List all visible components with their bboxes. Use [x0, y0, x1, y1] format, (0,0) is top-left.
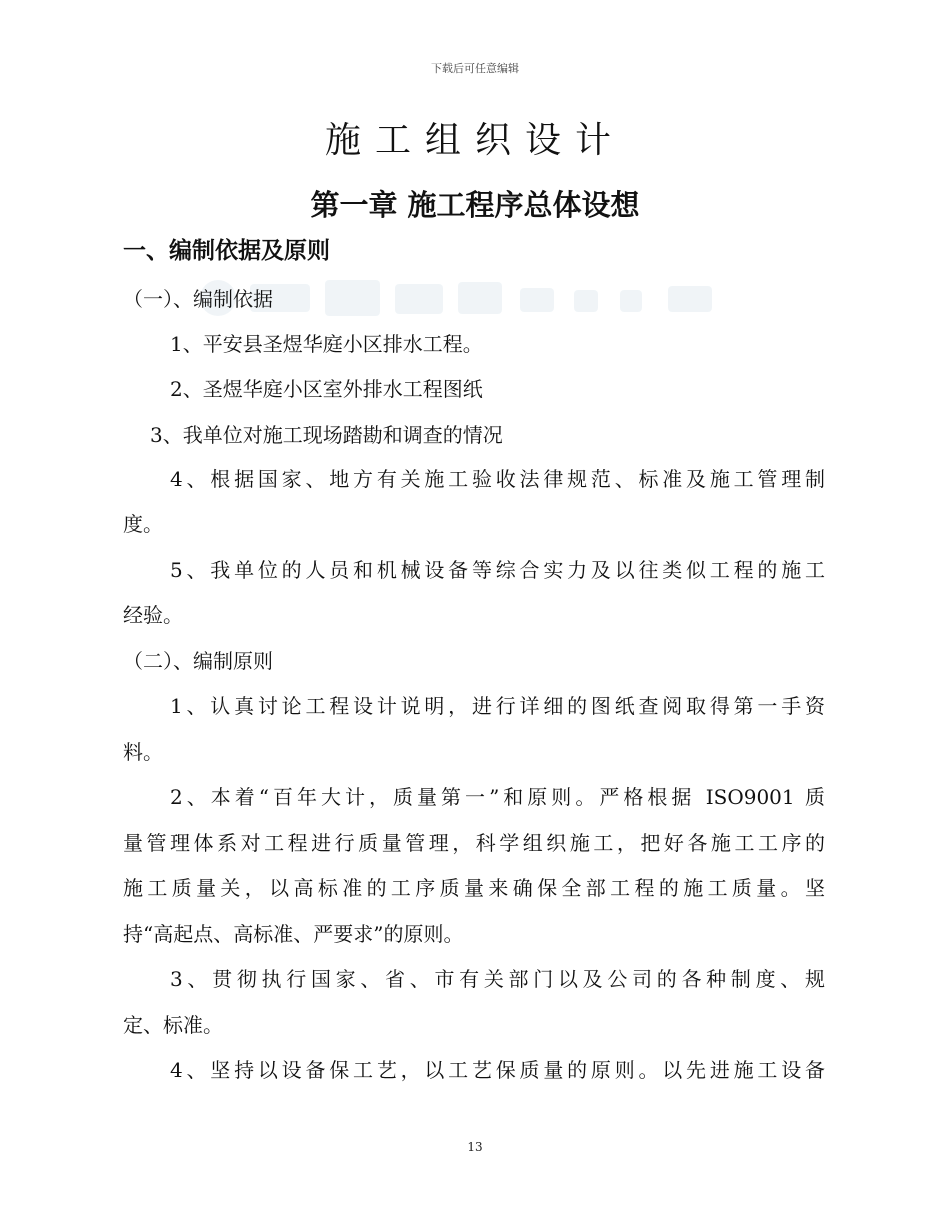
- header-note: 下载后可任意编辑: [431, 62, 519, 75]
- section-title: 一、编制依据及原则: [123, 238, 330, 264]
- principle-item-2-line-2: 量管理体系对工程进行质量管理，科学组织施工，把好各施工工序的: [123, 831, 825, 855]
- basis-item-5-line-1: 5、我单位的人员和机械设备等综合实力及以往类似工程的施工: [170, 558, 825, 582]
- principle-item-1-line-2: 料。: [123, 740, 163, 764]
- basis-item-2: 2、圣煜华庭小区室外排水工程图纸: [170, 377, 483, 401]
- chapter-title: 第一章 施工程序总体设想: [310, 188, 640, 222]
- principle-item-1-line-1: 1、认真讨论工程设计说明，进行详细的图纸查阅取得第一手资: [170, 694, 825, 718]
- principle-item-3-line-2: 定、标准。: [123, 1013, 223, 1037]
- subsection-heading-basis: （一）、编制依据: [123, 287, 273, 311]
- basis-item-4-line-2: 度。: [123, 512, 163, 536]
- basis-item-1: 1、平安县圣煜华庭小区排水工程。: [170, 332, 483, 356]
- principle-item-4-line-1: 4、坚持以设备保工艺，以工艺保质量的原则。以先进施工设备: [170, 1058, 825, 1082]
- document-title: 施工组织设计: [324, 120, 625, 161]
- subsection-heading-principles: （二）、编制原则: [123, 649, 273, 673]
- basis-item-5-line-2: 经验。: [123, 603, 183, 627]
- basis-item-4-line-1: 4、根据国家、地方有关施工验收法律规范、标准及施工管理制: [170, 467, 825, 491]
- page-number: 13: [467, 1140, 483, 1154]
- basis-item-3: 3、我单位对施工现场踏勘和调查的情况: [150, 423, 503, 447]
- principle-item-2-line-1: 2、本着“百年大计，质量第一”和原则。严格根据 ISO9001 质: [170, 785, 825, 809]
- principle-item-3-line-1: 3、贯彻执行国家、省、市有关部门以及公司的各种制度、规: [170, 967, 825, 991]
- principle-item-2-line-3: 施工质量关，以高标准的工序质量来确保全部工程的施工质量。坚: [123, 876, 825, 900]
- principle-item-2-line-4: 持“高起点、高标准、严要求”的原则。: [123, 922, 464, 946]
